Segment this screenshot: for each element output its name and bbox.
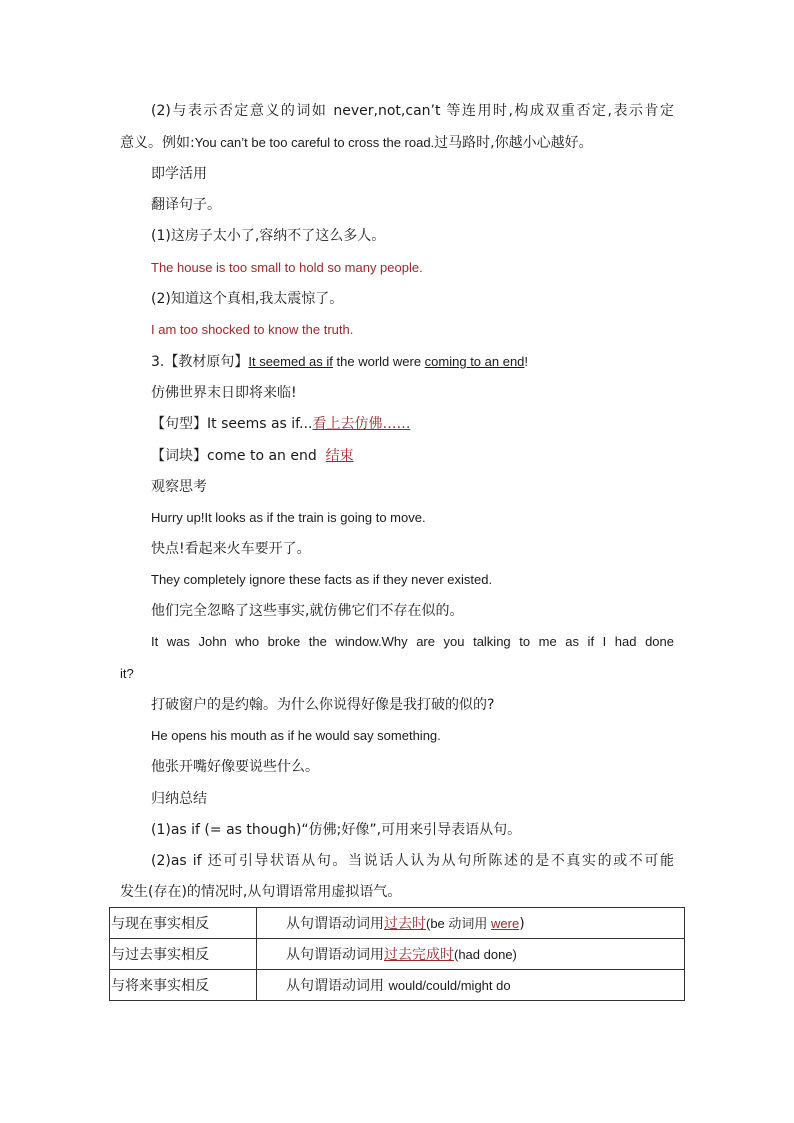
example-1-en: Hurry up!It looks as if the train is going to move. (151, 510, 426, 525)
example-label: 意义。例如: (120, 135, 195, 151)
textbook-sentence-label: 3.【教材原句】 (151, 354, 249, 370)
example-translation: 过马路时,你越小心越好。 (434, 135, 593, 151)
question-1: (1)这房子太小了,容纳不了这么多人。 (151, 228, 386, 244)
sentence-pattern (151, 414, 410, 434)
highlight-past-perfect: 过去完成时 (384, 947, 454, 963)
table-row (110, 939, 685, 970)
example-1-zh: 快点!看起来火车要开了。 (151, 541, 311, 557)
example-2-en: They completely ignore these facts as if they never existed. (151, 572, 493, 587)
table-cell-case: 与现在事实相反 (110, 908, 257, 939)
table-cell-rule: 从句谓语动词用过去时(be 动词用 were) (257, 908, 685, 939)
table-cell-case: 与过去事实相反 (110, 939, 257, 970)
observe-heading: 观察思考 (151, 479, 207, 495)
translate-heading: 翻译句子。 (151, 197, 221, 213)
underlined-phrase-as-if: It seemed as if (248, 354, 333, 369)
chunk-meaning: 结束 (325, 448, 354, 464)
example-4-en: He opens his mouth as if he would say something. (151, 728, 441, 743)
textbook-sentence-mid: the world were (332, 354, 425, 369)
example-3-zh: 打破窗户的是约翰。为什么你说得好像是我打破的似的? (151, 697, 495, 713)
word-chunk (151, 446, 354, 466)
example-4-zh: 他张开嘴好像要说些什么。 (151, 759, 319, 775)
chunk-label: 【词块】come to an end (151, 448, 317, 464)
example-3-en: It was John who broke the window.Why are you talking to me as if I had done (151, 634, 674, 649)
table-row (110, 970, 685, 1001)
underlined-phrase-come-to-end: coming to an end (424, 354, 525, 369)
question-2: (2)知道这个真相,我太震惊了。 (151, 291, 344, 307)
example-sentence: You can’t be too careful to cross the road. (194, 135, 435, 150)
practice-heading: 即学活用 (151, 166, 207, 182)
pattern-label: 【句型】It seems as if... (151, 416, 313, 432)
paragraph-double-negative-cont (120, 133, 593, 153)
paragraph-double-negative: (2)与表示否定意义的词如 never,not,can’t 等连用时,构成双重否定,表示肯定 (151, 103, 674, 119)
summary-2: (2)as if 还可引导状语从句。当说话人认为从句所陈述的是不真实的或不可能 (151, 853, 674, 869)
example-2-zh: 他们完全忽略了这些事实,就仿佛它们不存在似的。 (151, 603, 464, 619)
highlight-were: were (491, 916, 520, 931)
highlight-past-tense: 过去时 (384, 916, 426, 932)
pattern-meaning: 看上去仿佛…… (312, 416, 411, 432)
textbook-translation: 仿佛世界末日即将来临! (151, 385, 297, 401)
answer-1: The house is too small to hold so many people. (151, 260, 423, 275)
subjunctive-table (109, 907, 685, 1001)
answer-2: I am too shocked to know the truth. (151, 322, 354, 337)
summary-heading: 归纳总结 (151, 791, 207, 807)
table-row (110, 908, 685, 939)
table-cell-rule: 从句谓语动词用 would/could/might do (257, 970, 685, 1001)
example-3-en-cont: it? (120, 666, 134, 681)
summary-2-cont: 发生(存在)的情况时,从句谓语常用虚拟语气。 (120, 884, 402, 900)
summary-1: (1)as if (= as though)“仿佛;好像”,可用来引导表语从句。 (151, 822, 522, 838)
table-cell-case: 与将来事实相反 (110, 970, 257, 1001)
table-cell-rule: 从句谓语动词用过去完成时(had done) (257, 939, 685, 970)
textbook-sentence-end: ! (524, 354, 529, 369)
textbook-sentence (151, 352, 528, 372)
